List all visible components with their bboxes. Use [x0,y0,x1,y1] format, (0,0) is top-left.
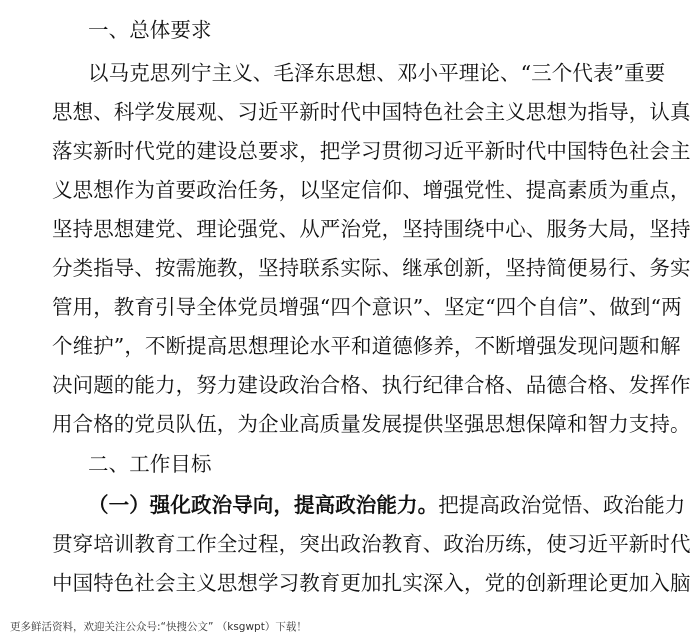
paragraph-line: 以马克思列宁主义、毛泽东思想、邓小平理论、“三个代表”重要 [88,61,666,85]
paragraph-line: 个维护”，不断提高思想理论水平和道德修养，不断增强发现问题和解 [52,334,681,358]
subsection-first-line [88,493,686,517]
subsection-first-line-text: 把提高政治觉悟、政治能力 [438,493,686,517]
section-heading-overall-requirements: 一、总体要求 [88,18,212,42]
section-heading-work-goals: 二、工作目标 [88,452,212,476]
paragraph-line: 贯穿培训教育工作全过程，突出政治教育、政治历练，使习近平新时代 [52,532,691,556]
footer-note: 更多鲜活资料，欢迎关注公众号:“快搜公文” （ksgwpt）下载！ [10,621,307,633]
paragraph-line: 思想、科学发展观、习近平新时代中国特色社会主义思想为指导，认真 [52,100,691,124]
paragraph-line: 义思想作为首要政治任务，以坚定信仰、增强党性、提高素质为重点， [52,178,691,202]
paragraph-line: 决问题的能力，努力建设政治合格、执行纪律合格、品德合格、发挥作 [52,373,691,397]
paragraph-line: 坚持思想建党、理论强党、从严治党，坚持围绕中心、服务大局，坚持 [52,217,691,241]
subsection-title: （一）强化政治导向，提高政治能力。 [88,493,439,517]
paragraph-line: 中国特色社会主义思想学习教育更加扎实深入，党的创新理论更加入脑 [52,571,691,595]
paragraph-line: 管用，教育引导全体党员增强“四个意识”、坚定“四个自信”、做到“两 [52,295,682,319]
paragraph-line: 分类指导、按需施教，坚持联系实际、继承创新，坚持简便易行、务实 [52,256,691,280]
paragraph-line: 落实新时代党的建设总要求，把学习贯彻习近平新时代中国特色社会主 [52,139,691,163]
paragraph-line: 用合格的党员队伍，为企业高质量发展提供坚强思想保障和智力支持。 [52,412,691,436]
